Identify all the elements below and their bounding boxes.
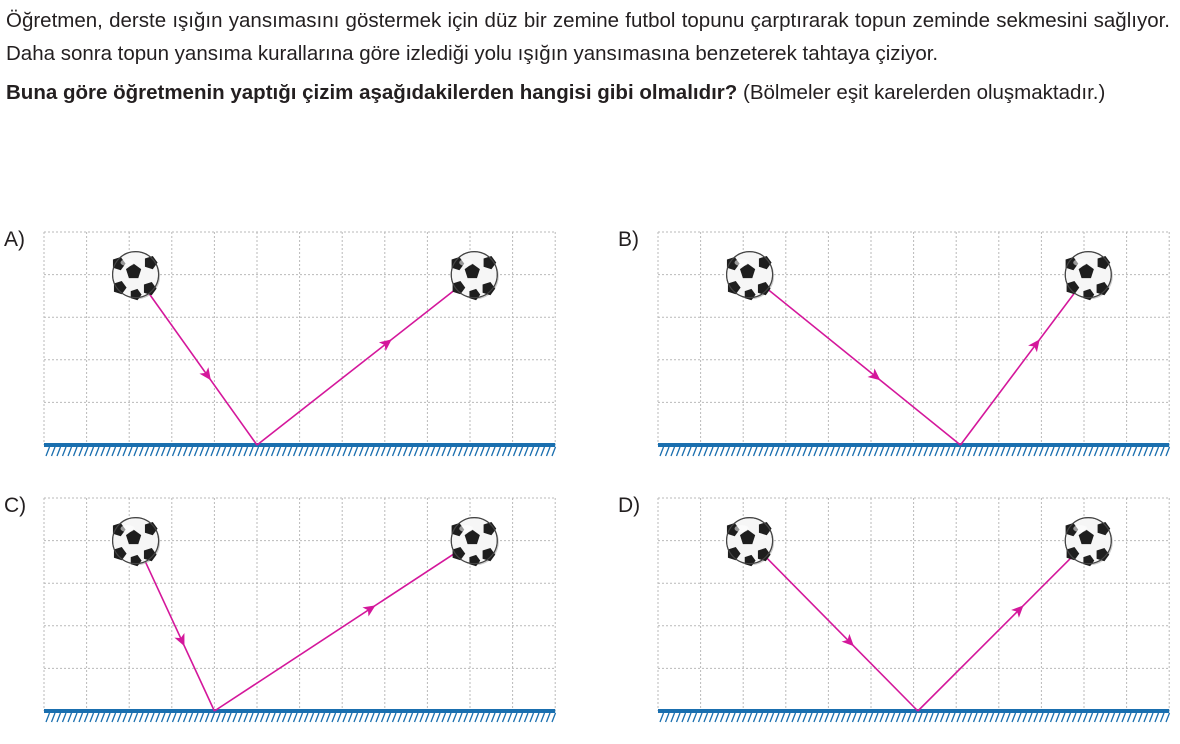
question-prompt-note: (Bölmeler eşit karelerden oluşmaktadır.) xyxy=(737,81,1106,104)
question-text xyxy=(6,4,1170,109)
soccer-ball-icon xyxy=(113,518,161,567)
option-c-panel[interactable] xyxy=(4,494,564,744)
soccer-ball-icon xyxy=(451,518,499,567)
question-prompt-bold: Buna göre öğretmenin yaptığı çizim aşağıdakilerden hangisi gibi olmalıdır? xyxy=(6,81,738,104)
option-b-diagram xyxy=(618,228,1178,460)
incident-ray xyxy=(750,275,961,445)
ground-surface xyxy=(658,445,1170,456)
option-c-letter: C) xyxy=(4,494,27,517)
arrowhead-icon xyxy=(1028,339,1040,352)
option-c-diagram xyxy=(4,494,564,726)
ground-surface xyxy=(658,711,1170,722)
option-d-letter: D) xyxy=(618,494,641,517)
option-b-panel[interactable] xyxy=(618,228,1178,478)
option-a-panel[interactable] xyxy=(4,228,564,478)
option-a-diagram xyxy=(4,228,564,460)
soccer-ball-icon xyxy=(113,252,161,301)
option-d-diagram xyxy=(618,494,1178,726)
option-a-letter: A) xyxy=(4,228,25,251)
soccer-ball-icon xyxy=(1065,252,1113,301)
arrowhead-icon xyxy=(868,368,881,380)
option-d-panel[interactable] xyxy=(618,494,1178,744)
incident-ray xyxy=(136,541,215,711)
question-stem: Öğretmen, derste ışığın yansımasını göstermek için düz bir zemine futbol topunu çarptırarak topun zeminde sekmesini sağlıyor. Daha sonra topun yansıma kurallarına göre izlediği yolu ışığın yansımasına benzeterek tahtaya çiziyor. xyxy=(6,9,1170,65)
soccer-ball-icon xyxy=(451,252,499,301)
soccer-ball-icon xyxy=(727,252,775,301)
question-prompt xyxy=(6,76,1170,109)
soccer-ball-icon xyxy=(1065,518,1113,567)
ground-surface xyxy=(44,445,556,456)
option-b-letter: B) xyxy=(618,228,639,251)
arrowhead-icon xyxy=(362,605,375,616)
soccer-ball-icon xyxy=(727,518,775,567)
ground-surface xyxy=(44,711,556,722)
arrowhead-icon xyxy=(199,367,210,380)
